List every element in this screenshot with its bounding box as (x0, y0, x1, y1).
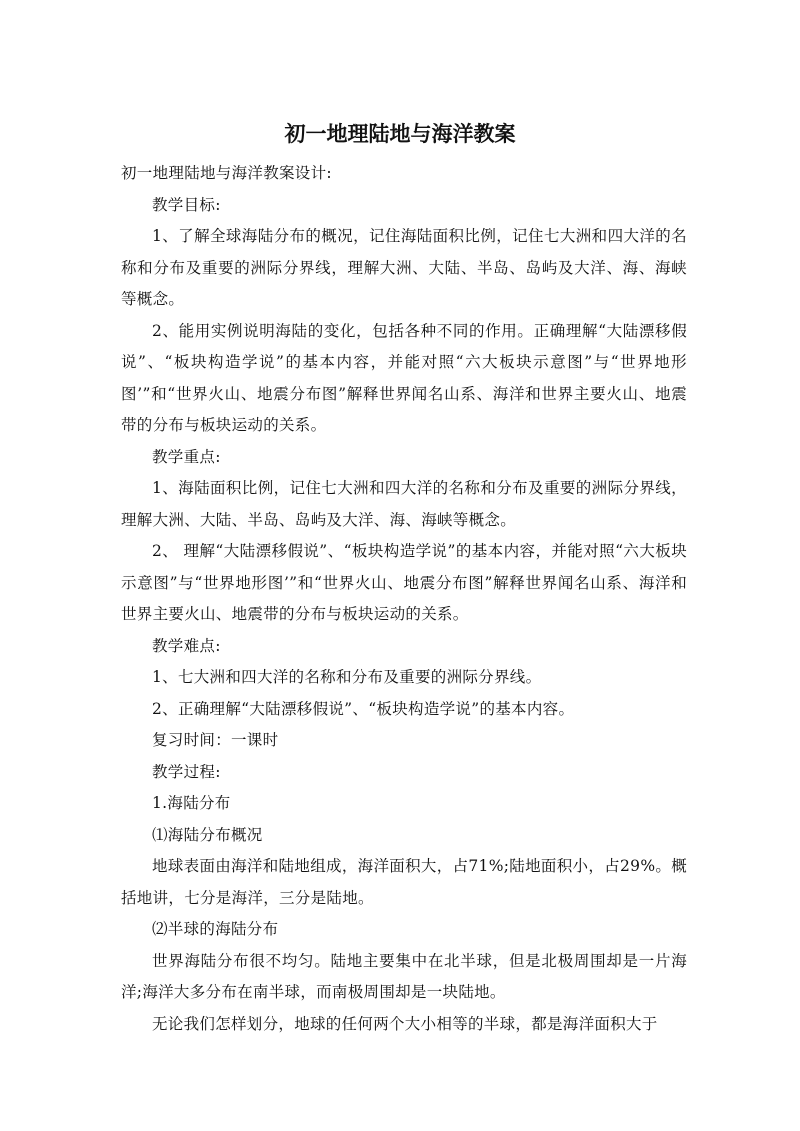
paragraph: 1、了解全球海陆分布的概况，记住海陆面积比例，记住七大洲和四大洋的名称和分布及重要的洲际分界线，理解大洲、大陆、半岛、岛屿及大洋、海、海峡等概念。 (121, 227, 687, 308)
document-title: 初一地理陆地与海洋教案 (284, 122, 516, 146)
paragraph: 2、 理解“大陆漂移假说”、“板块构造学说”的基本内容，并能对照“六大板块示意图”与“世界地形图’”和“世界火山、地震分布图”解释世界闻名山系、海洋和世界主要火山、地震带的分布与板块运动的关系。 (121, 542, 687, 623)
paragraph: 1.海陆分布 (152, 794, 231, 812)
paragraph: 1、七大洲和四大洋的名称和分布及重要的洲际分界线。 (152, 668, 542, 686)
paragraph: ⑴海陆分布概况 (152, 825, 263, 844)
document-body (121, 158, 687, 1040)
paragraph: 1、海陆面积比例，记住七大洲和四大洋的名称和分布及重要的洲际分界线，理解大洲、大陆、半岛、岛屿及大洋、海、海峡等概念。 (121, 479, 687, 529)
paragraph: 无论我们怎样划分，地球的任何两个大小相等的半球，都是海洋面积大于 (152, 1014, 658, 1033)
page-bottom-margin (0, 1061, 800, 1131)
paragraph: 2、正确理解“大陆漂移假说”、“板块构造学说”的基本内容。 (152, 699, 575, 718)
paragraph: 地球表面由海洋和陆地组成，海洋面积大，占71%;陆地面积小，占29%。概括地讲，七分是海洋，三分是陆地。 (121, 857, 687, 907)
paragraph: 2、能用实例说明海陆的变化，包括各种不同的作用。正确理解“大陆漂移假说”、“板块构造学说”的基本内容，并能对照“六大板块示意图”与“世界地形图’”和“世界火山、地震分布图”解释世界闻名山系、海洋和世界主要火山、地震带的分布与板块运动的关系。 (121, 321, 687, 434)
paragraph: 教学目标: (152, 195, 221, 214)
paragraph: 初一地理陆地与海洋教案设计: (121, 164, 332, 182)
paragraph: 世界海陆分布很不均匀。陆地主要集中在北半球，但是北极周围却是一片海洋;海洋大多分布在南半球，而南极周围却是一块陆地。 (121, 951, 687, 1001)
paragraph: 教学重点: (152, 447, 221, 466)
paragraph: 教学难点: (152, 636, 221, 655)
paragraph: 教学过程: (152, 762, 221, 781)
paragraph: ⑵半球的海陆分布 (152, 920, 279, 938)
paragraph: 复习时间：一课时 (152, 731, 279, 749)
